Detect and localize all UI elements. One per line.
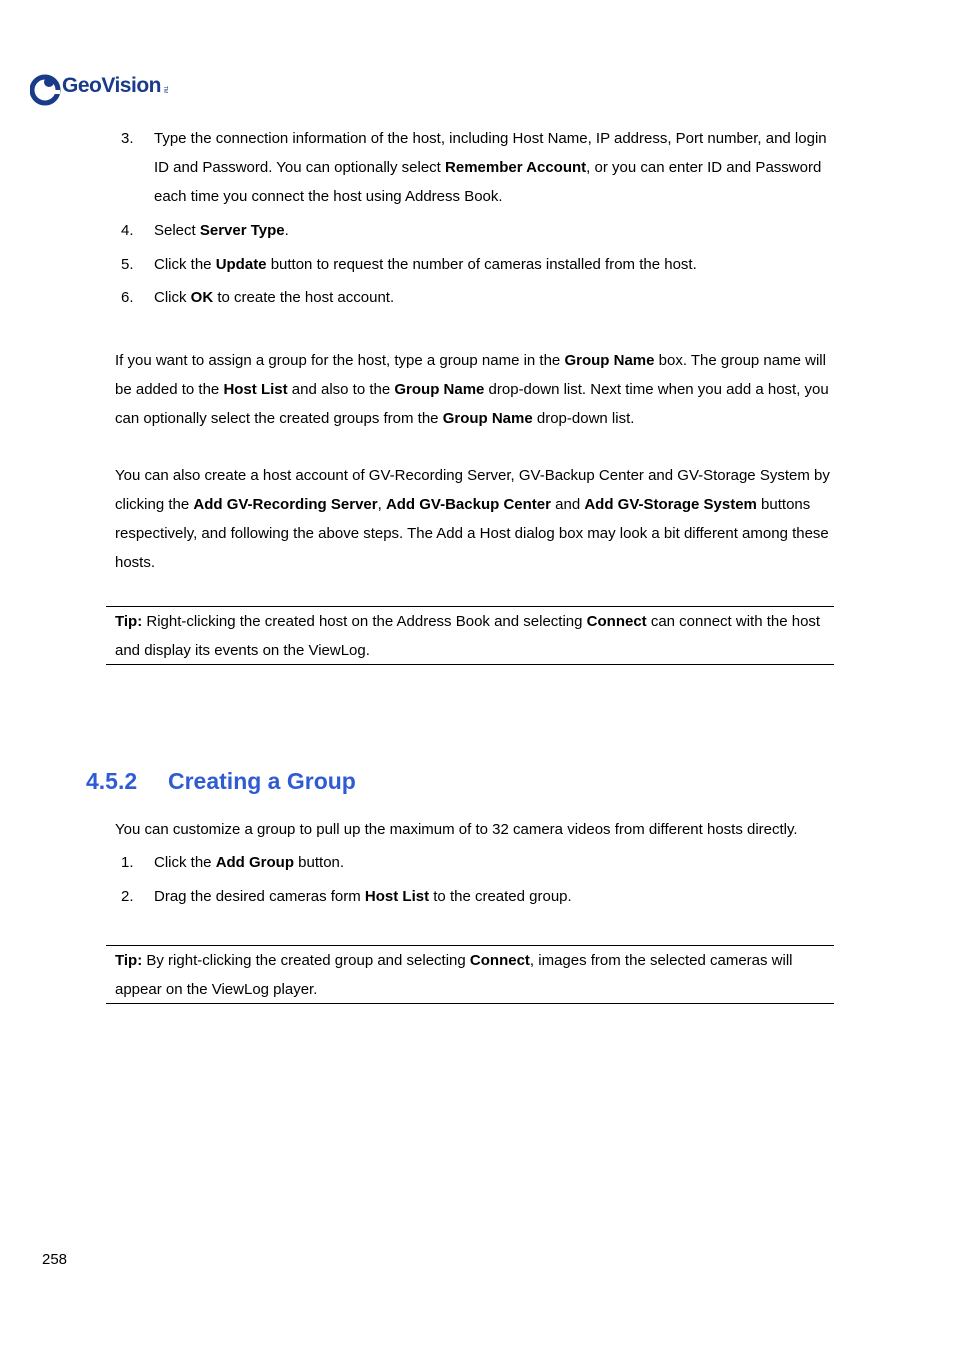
step-text	[154, 216, 844, 245]
step-number: 5.	[121, 256, 134, 273]
bold-term: Add GV-Backup Center	[385, 496, 551, 513]
bold-term: Tip:	[115, 952, 143, 969]
section-heading	[86, 764, 356, 798]
geovision-eye-icon	[30, 72, 64, 108]
step-text	[154, 124, 844, 211]
text-run: button to request the number of cameras installed from the host.	[266, 256, 697, 273]
step-number: 6.	[121, 289, 134, 306]
bold-term: Connect	[586, 613, 647, 630]
section-number: 4.5.2	[86, 768, 138, 794]
text-run: Click the	[154, 854, 216, 871]
bold-term: Update	[215, 256, 267, 273]
bold-term: Host List	[364, 888, 430, 905]
bold-term: Host List	[223, 381, 288, 398]
bold-term: Tip:	[115, 613, 143, 630]
text-run: to the created group.	[429, 888, 572, 905]
text-run: , images from the selected cameras will appear on the ViewLog player.	[115, 952, 793, 998]
text-run: Right-clicking the created host on the Address Book and selecting	[142, 613, 587, 630]
text-run: drop-down list. Next time when you add a host, you can optionally select the created groups from the	[115, 381, 829, 427]
other-hosts-paragraph	[115, 461, 843, 577]
bold-term: Group Name	[442, 410, 533, 427]
text-run: You can customize a group to pull up the maximum of to 32 camera videos from different hosts directly.	[115, 821, 798, 838]
group-intro-paragraph	[115, 815, 855, 844]
text-run: and	[550, 496, 585, 513]
step-text	[154, 848, 844, 877]
text-run: You can also create a host account of GV-Recording Server, GV-Backup Center and GV-Storage System by clicking the	[115, 467, 830, 513]
bold-term: Connect	[469, 952, 530, 969]
bold-term: Add GV-Storage System	[584, 496, 757, 513]
text-run: button.	[294, 854, 345, 871]
step-number: 1.	[121, 854, 134, 871]
text-run: Drag the desired cameras form	[154, 888, 365, 905]
text-run: If you want to assign a group for the host, type a group name in the	[115, 352, 565, 369]
text-run: box. The group name will be added to the	[115, 352, 826, 398]
text-run: , or you can enter ID and Password each time you connect the host using Address Book.	[154, 159, 822, 205]
text-run: Click	[154, 289, 191, 306]
step-number: 2.	[121, 888, 134, 905]
text-run: Click the	[154, 256, 216, 273]
text-run: drop-down list.	[532, 410, 635, 427]
text-run: Type the connection information of the host, including Host Name, IP address, Port number, and login ID and Password. You can optionally select	[154, 130, 827, 176]
step-text	[154, 882, 844, 911]
bold-term: OK	[190, 289, 214, 306]
step-text	[154, 250, 844, 279]
logo-text: GeoVision	[62, 74, 161, 97]
page-number: 258	[42, 1251, 68, 1268]
tip-box-host	[106, 606, 834, 665]
text-run: .	[284, 222, 289, 239]
bold-term: Server Type	[199, 222, 285, 239]
text-run: By right-clicking the created group and selecting	[142, 952, 470, 969]
bold-term: Add Group	[215, 854, 295, 871]
bold-term: Group Name	[564, 352, 655, 369]
bold-term: Add GV-Recording Server	[193, 496, 378, 513]
bold-term: Remember Account	[445, 159, 587, 176]
group-name-paragraph	[115, 346, 843, 433]
text-run: and also to the	[287, 381, 395, 398]
text-run: ,	[377, 496, 386, 513]
geovision-logo	[30, 72, 170, 108]
text-run: Select	[154, 222, 200, 239]
text-run: buttons respectively, and following the above steps. The Add a Host dialog box may look a bit different among these hosts.	[115, 496, 829, 571]
text-run: can connect with the host and display its events on the ViewLog.	[115, 613, 821, 659]
step-number: 3.	[121, 130, 134, 147]
step-number: 4.	[121, 222, 134, 239]
logo-trademark: TM	[162, 86, 168, 94]
step-text	[154, 283, 844, 312]
text-run: to create the host account.	[213, 289, 395, 306]
section-title: Creating a Group	[168, 768, 356, 794]
tip-box-group	[106, 945, 834, 1004]
bold-term: Group Name	[394, 381, 485, 398]
